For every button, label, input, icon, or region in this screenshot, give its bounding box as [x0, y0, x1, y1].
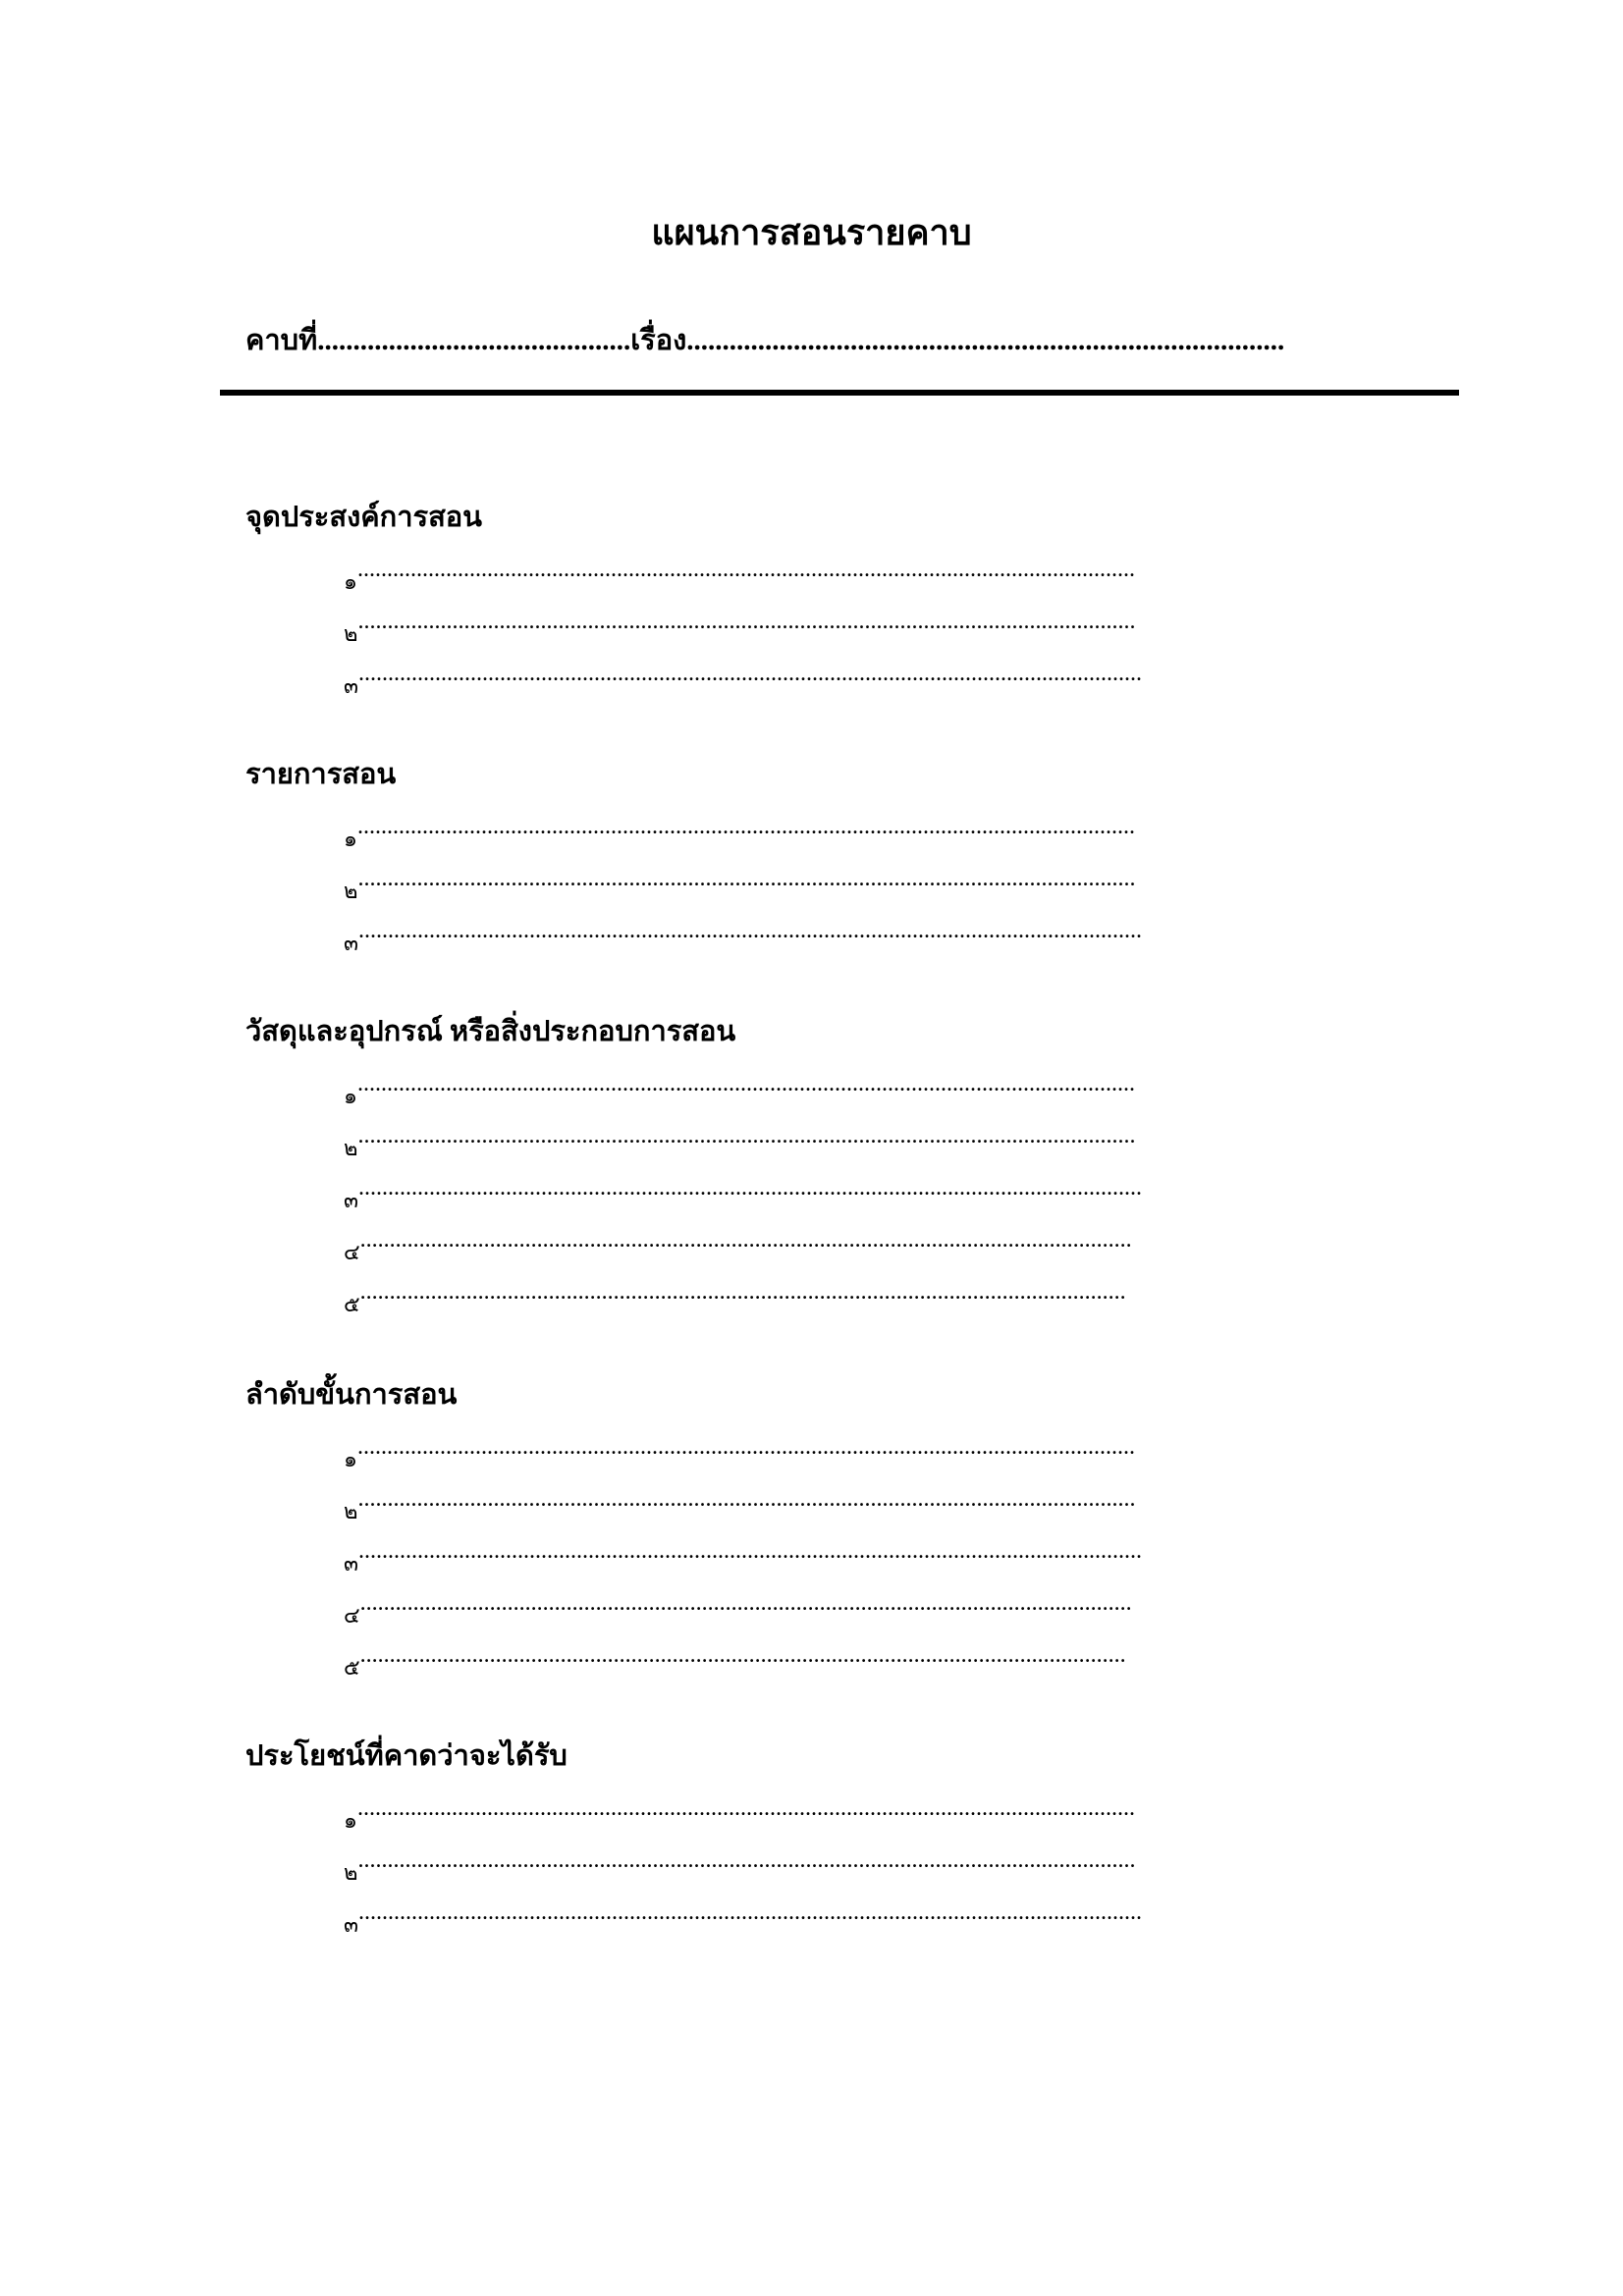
item-number: ๓ — [344, 931, 359, 955]
section-heading: รายการสอน — [245, 759, 397, 790]
list-item — [245, 1789, 1142, 1841]
item-list — [245, 807, 1142, 963]
item-number: ๒ — [344, 1860, 358, 1885]
period-fill-line[interactable]: ............................................ — [317, 325, 631, 356]
fill-line[interactable]: ..................................................................................................................................... — [358, 1175, 1143, 1201]
item-list — [245, 1064, 1142, 1324]
item-number: ๔ — [344, 1603, 360, 1628]
section-heading: ประโยชน์ที่คาดว่าจะได้รับ — [245, 1740, 568, 1772]
fill-line[interactable]: .................................................................................................................................... — [356, 1795, 1135, 1821]
fill-line[interactable]: .................................................................................................................................... — [356, 1071, 1135, 1096]
fill-line[interactable]: ..................................................................................................................................... — [358, 918, 1143, 943]
list-item — [245, 911, 1142, 963]
fill-line[interactable]: ..................................................................................................................................... — [358, 1899, 1143, 1925]
item-number: ๑ — [344, 1808, 357, 1833]
list-item — [245, 1168, 1142, 1220]
fill-line[interactable]: .................................................................................................................................... — [357, 1847, 1136, 1873]
header-divider — [220, 390, 1459, 396]
item-list — [245, 550, 1142, 706]
item-number: ๑ — [344, 569, 357, 594]
item-number: ๓ — [344, 1551, 359, 1575]
item-number: ๑ — [344, 827, 357, 851]
list-item — [245, 1635, 1142, 1687]
list-item — [245, 1427, 1142, 1479]
section-teaching-steps — [245, 1374, 1142, 1687]
list-item — [245, 1272, 1142, 1324]
list-item — [245, 1531, 1142, 1583]
period-label: คาบที่ — [245, 325, 318, 356]
list-item — [245, 654, 1142, 706]
section-expected-benefits — [245, 1735, 1142, 1945]
section-teaching-items — [245, 754, 1142, 963]
topic-label: เรื่อง — [630, 325, 687, 356]
fill-line[interactable]: ..................................................................................................................................... — [358, 661, 1143, 686]
item-number: ๑ — [344, 1084, 357, 1108]
list-item — [245, 807, 1142, 859]
section-heading: ลำดับขั้นการสอน — [245, 1379, 458, 1411]
fill-line[interactable]: .................................................................................................................................... — [357, 866, 1136, 891]
list-item — [245, 550, 1142, 602]
item-list — [245, 1789, 1142, 1945]
item-number: ๒ — [344, 879, 358, 903]
list-item — [245, 1583, 1142, 1635]
list-item — [245, 1479, 1142, 1531]
fill-line[interactable]: ................................................................................................................................... — [359, 1227, 1132, 1253]
fill-line[interactable]: .................................................................................................................................... — [356, 557, 1135, 582]
list-item — [245, 1220, 1142, 1272]
fill-line[interactable]: ..................................................................................................................................... — [358, 1538, 1143, 1564]
fill-line[interactable]: .................................................................................................................................. — [359, 1642, 1126, 1668]
item-number: ๔ — [344, 1240, 360, 1264]
item-number: ๕ — [344, 1292, 360, 1316]
item-number: ๓ — [344, 673, 359, 698]
section-materials — [245, 1011, 1142, 1324]
fill-line[interactable]: ................................................................................................................................... — [359, 1590, 1132, 1616]
list-item — [245, 859, 1142, 911]
section-objectives — [245, 497, 1142, 706]
section-heading: วัสดุและอุปกรณ์ หรือสิ่งประกอบการสอน — [245, 1016, 736, 1047]
fill-line[interactable]: .................................................................................................................................... — [356, 1434, 1135, 1460]
list-item — [245, 602, 1142, 654]
item-list — [245, 1427, 1142, 1687]
item-number: ๕ — [344, 1655, 360, 1680]
fill-line[interactable]: .................................................................................................................................... — [357, 1123, 1136, 1148]
period-topic-row — [245, 320, 1284, 361]
fill-line[interactable]: .................................................................................................................................... — [356, 814, 1135, 839]
item-number: ๓ — [344, 1188, 359, 1212]
topic-fill-line[interactable]: .................................................................................... — [686, 325, 1285, 356]
item-number: ๒ — [344, 621, 358, 646]
list-item — [245, 1841, 1142, 1893]
fill-line[interactable]: .................................................................................................................................... — [357, 1486, 1136, 1512]
item-number: ๒ — [344, 1499, 358, 1523]
page-title: แผนการสอนรายคาบ — [651, 213, 972, 252]
list-item — [245, 1116, 1142, 1168]
item-number: ๒ — [344, 1136, 358, 1160]
section-heading: จุดประสงค์การสอน — [245, 502, 483, 533]
item-number: ๑ — [344, 1447, 357, 1471]
item-number: ๓ — [344, 1912, 359, 1937]
list-item — [245, 1064, 1142, 1116]
list-item — [245, 1893, 1142, 1945]
fill-line[interactable]: .................................................................................................................................... — [357, 609, 1136, 634]
fill-line[interactable]: .................................................................................................................................. — [359, 1279, 1126, 1305]
